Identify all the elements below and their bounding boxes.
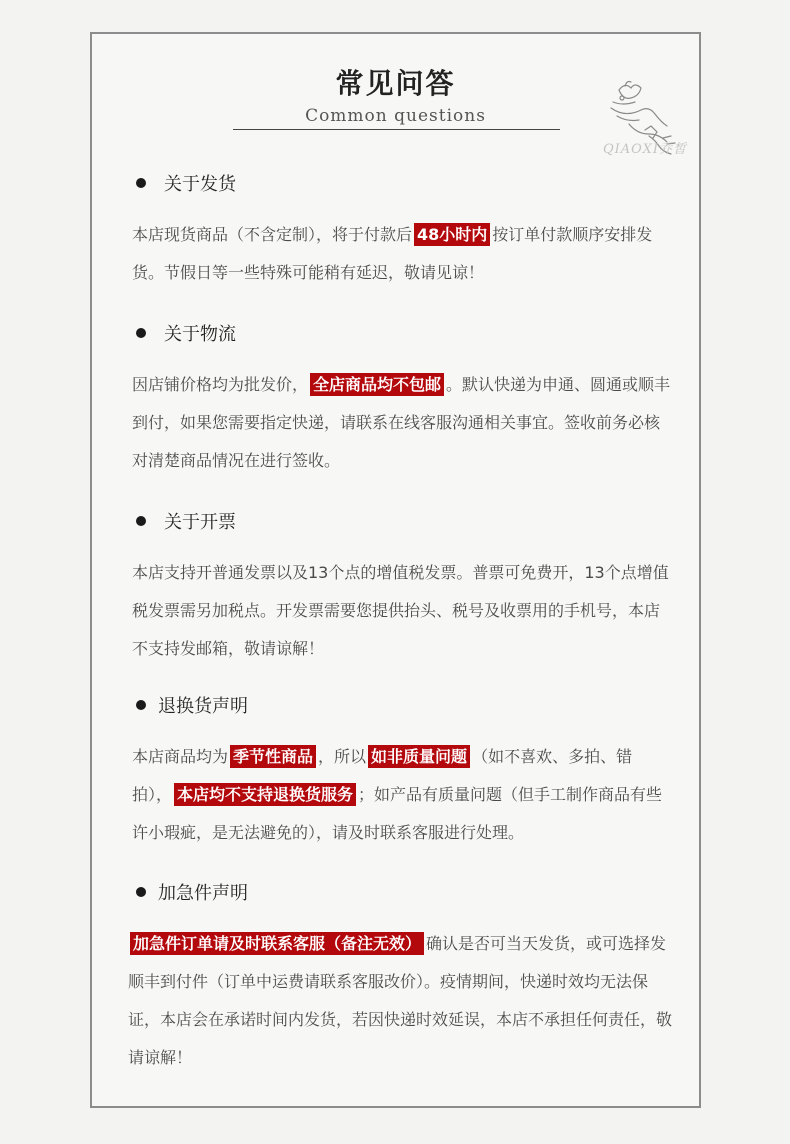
bullet-icon bbox=[136, 178, 146, 188]
faq-section-logistics bbox=[132, 320, 672, 480]
section-title: 退换货声明 bbox=[158, 696, 248, 717]
faq-section-returns bbox=[132, 692, 672, 852]
section-title: 加急件声明 bbox=[158, 883, 248, 904]
bullet-icon bbox=[136, 516, 146, 526]
bullet-icon bbox=[136, 328, 146, 338]
page-title: 常见问答 bbox=[335, 67, 456, 100]
section-title: 关于物流 bbox=[164, 324, 236, 345]
highlight-badge: 全店商品均不包邮 bbox=[310, 373, 444, 396]
highlight-badge: 如非质量问题 bbox=[368, 745, 470, 768]
section-title: 关于发货 bbox=[164, 174, 236, 195]
faq-section-invoice bbox=[132, 508, 672, 668]
body-text: 按订单付款顺序安排发货。节假日等一些特殊可能稍有延迟，敬请见谅！ bbox=[132, 225, 653, 282]
body-text: （如不喜欢、多拍、错拍）， bbox=[132, 747, 633, 804]
section-body bbox=[132, 216, 672, 292]
faq-card bbox=[90, 32, 701, 1108]
body-text: 确认是否可当天发货，或可选择发顺丰到付件（订单中运费请联系客服改价）。疫情期间，快递时效均无法保证，本店会在承诺时间内发货，若因快递时效延误，本店不承担任何责任，敬请谅解！ bbox=[128, 934, 673, 1067]
faq-section-rush-orders bbox=[128, 879, 673, 1077]
body-text: 。默认快递为申通、圆通或顺丰到付，如果您需要指定快递，请联系在线客服沟通相关事宜。签收前务必核对清楚商品情况在进行签收。 bbox=[132, 375, 671, 470]
highlight-badge: 本店均不支持退换货服务 bbox=[174, 783, 356, 806]
body-text: ；如产品有质量问题（但手工制作商品有些许小瑕疵，是无法避免的），请及时联系客服进行处理。 bbox=[132, 785, 663, 842]
body-text: 本店支持开普通发票以及13个点的增值税发票。普票可免费开，13个点增值税发票需另加税点。开发票需要您提供抬头、税号及收票用的手机号，本店不支持发邮箱，敬请谅解！ bbox=[132, 563, 669, 658]
body-text: 本店商品均为 bbox=[132, 747, 229, 766]
body-text: 本店现货商品（不含定制），将于付款后 bbox=[132, 225, 413, 244]
body-text: ，所以 bbox=[318, 747, 367, 766]
highlight-badge: 季节性商品 bbox=[230, 745, 316, 768]
highlight-badge: 48小时内 bbox=[414, 223, 490, 246]
section-title: 关于开票 bbox=[164, 512, 236, 533]
section-body bbox=[128, 925, 672, 1077]
section-body bbox=[132, 738, 672, 852]
bullet-icon bbox=[136, 887, 146, 897]
heading-divider bbox=[233, 129, 560, 130]
section-body bbox=[132, 366, 672, 480]
section-body bbox=[132, 554, 672, 668]
page-subtitle: Common questions bbox=[305, 106, 486, 126]
brand-watermark: QIAOXI乔皙 bbox=[602, 142, 687, 157]
body-text: 因店铺价格均为批发价， bbox=[132, 375, 309, 394]
highlight-badge: 加急件订单请及时联系客服（备注无效） bbox=[130, 932, 424, 955]
bullet-icon bbox=[136, 700, 146, 710]
faq-section-shipping bbox=[132, 170, 672, 292]
